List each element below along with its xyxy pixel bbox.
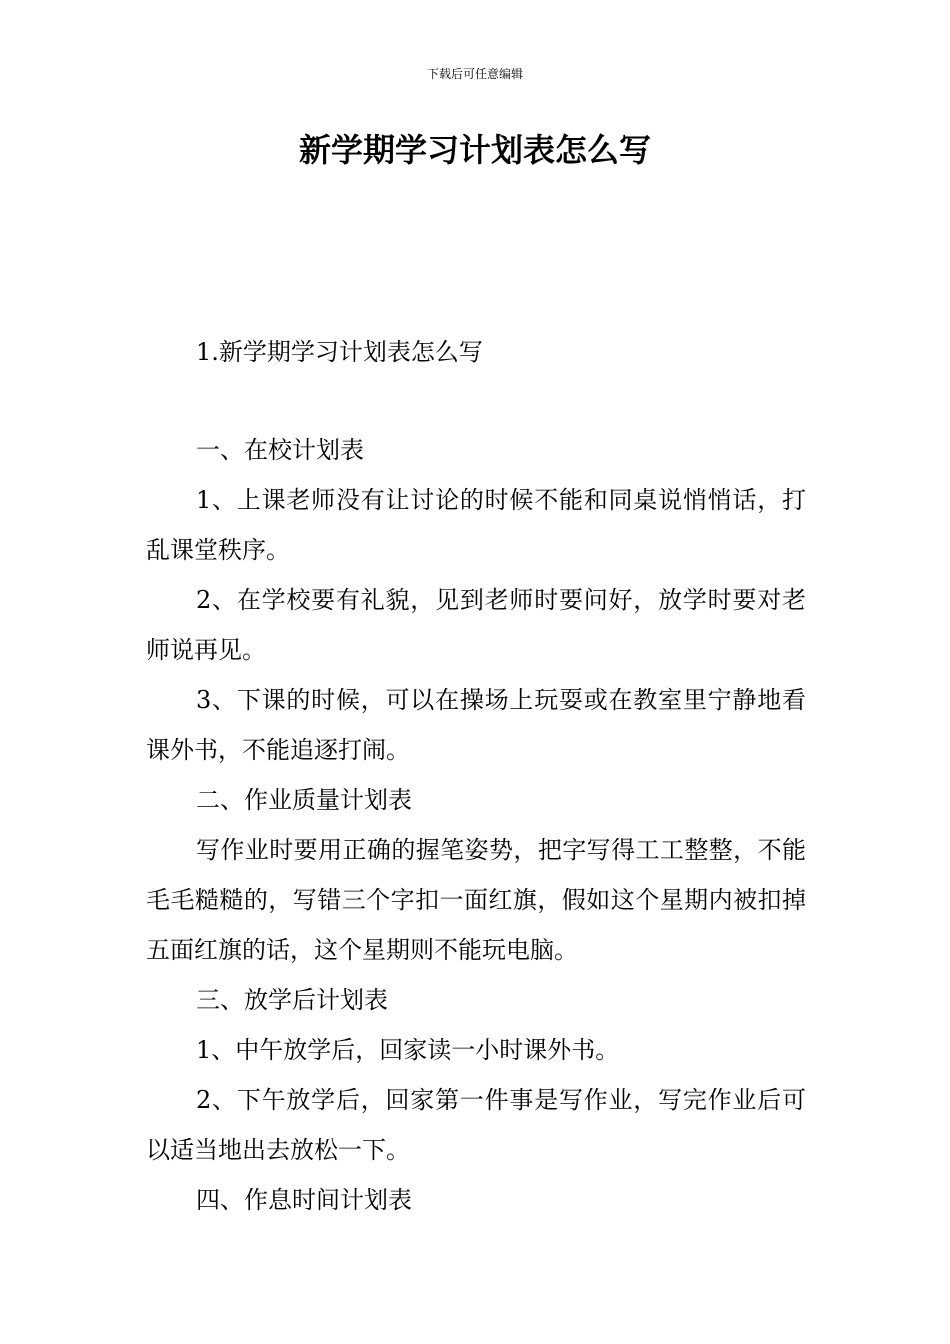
section-heading-main: 1.新学期学习计划表怎么写 <box>196 338 483 366</box>
document-title: 新学期学习计划表怎么写 <box>298 131 651 169</box>
paragraph-gap <box>146 377 806 425</box>
paragraph: 2、在学校要有礼貌，见到老师时要问好，放学时要对老师说再见。 <box>146 586 806 664</box>
paragraph: 1、上课老师没有让讨论的时候不能和同桌说悄悄话，打乱课堂秩序。 <box>146 486 806 564</box>
paragraph: 2、下午放学后，回家第一件事是写作业，写完作业后可以适当地出去放松一下。 <box>146 1086 806 1164</box>
document-body <box>146 327 806 1225</box>
section-heading-homework: 二、作业质量计划表 <box>196 786 412 814</box>
paragraph: 1、中午放学后，回家读一小时课外书。 <box>196 1036 620 1064</box>
header-note: 下载后可任意编辑 <box>426 67 523 81</box>
section-heading-schedule: 四、作息时间计划表 <box>196 1186 412 1214</box>
paragraph: 写作业时要用正确的握笔姿势，把字写得工工整整，不能毛毛糙糙的，写错三个字扣一面红旗，假如这个星期内被扣掉五面红旗的话，这个星期则不能玩电脑。 <box>146 836 806 964</box>
section-heading-after-school: 三、放学后计划表 <box>196 986 388 1014</box>
section-heading-school: 一、在校计划表 <box>196 436 364 464</box>
paragraph: 3、下课的时候，可以在操场上玩耍或在教室里宁静地看课外书，不能追逐打闹。 <box>146 686 806 764</box>
